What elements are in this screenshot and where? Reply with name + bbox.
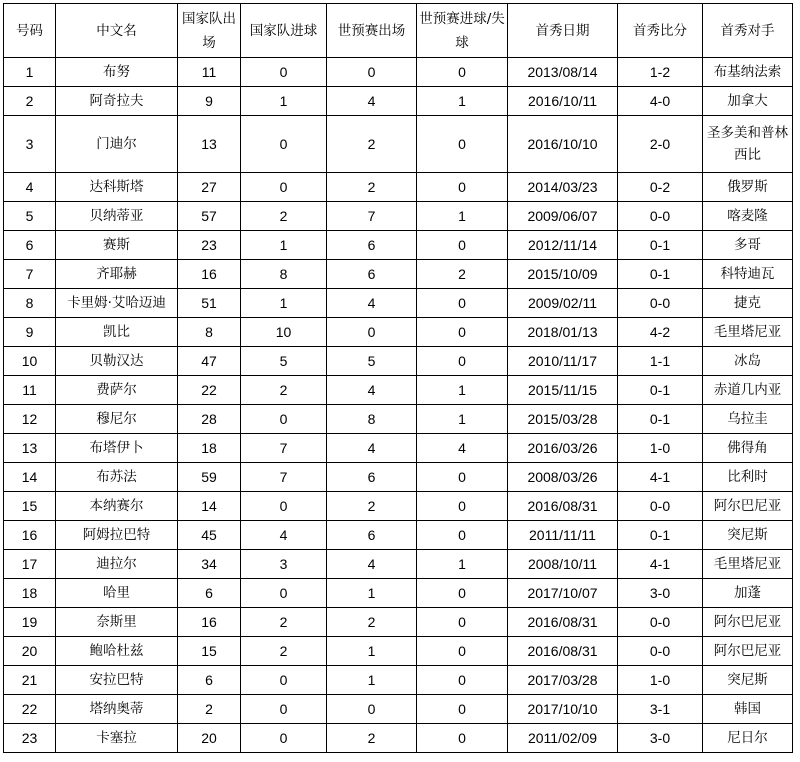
goals: 2 [241, 376, 327, 405]
debut-opponent: 俄罗斯 [703, 173, 793, 202]
wcq-caps: 4 [327, 550, 417, 579]
wcq-goals: 1 [417, 550, 508, 579]
player-name: 布努 [56, 58, 178, 87]
debut-date: 2015/11/15 [508, 376, 618, 405]
table-row [4, 376, 793, 405]
debut-opponent: 加拿大 [703, 87, 793, 116]
player-name: 贝纳蒂亚 [56, 202, 178, 231]
table-row [4, 116, 793, 173]
debut-score: 1-0 [618, 434, 703, 463]
player-name: 塔纳奥蒂 [56, 695, 178, 724]
player-number: 3 [4, 116, 56, 173]
wcq-caps: 0 [327, 58, 417, 87]
wcq-caps: 6 [327, 463, 417, 492]
debut-date: 2015/10/09 [508, 260, 618, 289]
goals: 0 [241, 116, 327, 173]
caps: 2 [178, 695, 241, 724]
wcq-caps: 1 [327, 637, 417, 666]
roster-table [3, 3, 793, 753]
player-name: 布塔伊卜 [56, 434, 178, 463]
wcq-goals: 0 [417, 231, 508, 260]
caps: 47 [178, 347, 241, 376]
wcq-caps: 2 [327, 492, 417, 521]
goals: 0 [241, 492, 327, 521]
debut-date: 2017/03/28 [508, 666, 618, 695]
debut-date: 2010/11/17 [508, 347, 618, 376]
player-number: 2 [4, 87, 56, 116]
caps: 22 [178, 376, 241, 405]
caps: 59 [178, 463, 241, 492]
debut-date: 2016/10/10 [508, 116, 618, 173]
caps: 9 [178, 87, 241, 116]
wcq-goals: 0 [417, 116, 508, 173]
goals: 5 [241, 347, 327, 376]
debut-opponent: 比利时 [703, 463, 793, 492]
player-number: 19 [4, 608, 56, 637]
debut-opponent: 突尼斯 [703, 666, 793, 695]
debut-score: 1-2 [618, 58, 703, 87]
wcq-goals: 0 [417, 347, 508, 376]
caps: 27 [178, 173, 241, 202]
goals: 0 [241, 58, 327, 87]
wcq-caps: 2 [327, 116, 417, 173]
debut-opponent: 捷克 [703, 289, 793, 318]
debut-score: 0-0 [618, 202, 703, 231]
debut-opponent: 佛得角 [703, 434, 793, 463]
player-number: 22 [4, 695, 56, 724]
debut-score: 2-0 [618, 116, 703, 173]
wcq-goals: 2 [417, 260, 508, 289]
player-number: 14 [4, 463, 56, 492]
player-name: 凯比 [56, 318, 178, 347]
wcq-goals: 1 [417, 405, 508, 434]
table-row [4, 637, 793, 666]
debut-opponent: 布基纳法索 [703, 58, 793, 87]
wcq-caps: 6 [327, 521, 417, 550]
header-debut-score: 首秀比分 [618, 4, 703, 58]
debut-score: 0-0 [618, 608, 703, 637]
debut-opponent: 毛里塔尼亚 [703, 550, 793, 579]
player-name: 鲍哈杜兹 [56, 637, 178, 666]
caps: 51 [178, 289, 241, 318]
table-row [4, 434, 793, 463]
caps: 6 [178, 666, 241, 695]
caps: 15 [178, 637, 241, 666]
wcq-caps: 0 [327, 695, 417, 724]
goals: 3 [241, 550, 327, 579]
debut-date: 2018/01/13 [508, 318, 618, 347]
player-number: 17 [4, 550, 56, 579]
goals: 2 [241, 202, 327, 231]
debut-score: 3-1 [618, 695, 703, 724]
wcq-goals: 0 [417, 579, 508, 608]
wcq-goals: 0 [417, 521, 508, 550]
goals: 0 [241, 405, 327, 434]
player-number: 9 [4, 318, 56, 347]
wcq-goals: 1 [417, 202, 508, 231]
debut-opponent: 突尼斯 [703, 521, 793, 550]
wcq-goals: 1 [417, 87, 508, 116]
wcq-caps: 2 [327, 608, 417, 637]
player-name: 迪拉尔 [56, 550, 178, 579]
player-number: 23 [4, 724, 56, 753]
table-row [4, 231, 793, 260]
debut-score: 4-0 [618, 87, 703, 116]
wcq-goals: 0 [417, 724, 508, 753]
wcq-caps: 8 [327, 405, 417, 434]
debut-opponent: 阿尔巴尼亚 [703, 608, 793, 637]
header-goals: 国家队进球 [241, 4, 327, 58]
table-body [4, 58, 793, 753]
goals: 7 [241, 463, 327, 492]
debut-date: 2009/06/07 [508, 202, 618, 231]
debut-opponent: 韩国 [703, 695, 793, 724]
wcq-caps: 2 [327, 724, 417, 753]
caps: 34 [178, 550, 241, 579]
debut-date: 2016/10/11 [508, 87, 618, 116]
debut-score: 1-1 [618, 347, 703, 376]
wcq-goals: 1 [417, 376, 508, 405]
debut-opponent: 乌拉圭 [703, 405, 793, 434]
debut-score: 0-1 [618, 521, 703, 550]
debut-score: 0-1 [618, 405, 703, 434]
caps: 6 [178, 579, 241, 608]
table-row [4, 463, 793, 492]
table-row [4, 405, 793, 434]
debut-date: 2008/10/11 [508, 550, 618, 579]
caps: 8 [178, 318, 241, 347]
debut-score: 0-1 [618, 231, 703, 260]
wcq-caps: 6 [327, 260, 417, 289]
caps: 18 [178, 434, 241, 463]
wcq-goals: 0 [417, 492, 508, 521]
header-chinese-name: 中文名 [56, 4, 178, 58]
wcq-goals: 0 [417, 608, 508, 637]
table-row [4, 579, 793, 608]
debut-opponent: 加蓬 [703, 579, 793, 608]
debut-opponent: 尼日尔 [703, 724, 793, 753]
debut-date: 2016/08/31 [508, 608, 618, 637]
debut-score: 3-0 [618, 724, 703, 753]
table-row [4, 608, 793, 637]
player-number: 5 [4, 202, 56, 231]
header-number: 号码 [4, 4, 56, 58]
caps: 11 [178, 58, 241, 87]
debut-opponent: 冰岛 [703, 347, 793, 376]
player-name: 安拉巴特 [56, 666, 178, 695]
table-row [4, 260, 793, 289]
player-name: 赛斯 [56, 231, 178, 260]
wcq-goals: 0 [417, 463, 508, 492]
player-number: 15 [4, 492, 56, 521]
table-row [4, 173, 793, 202]
goals: 0 [241, 579, 327, 608]
wcq-goals: 0 [417, 666, 508, 695]
caps: 16 [178, 608, 241, 637]
player-name: 布苏法 [56, 463, 178, 492]
wcq-goals: 0 [417, 695, 508, 724]
debut-opponent: 赤道几内亚 [703, 376, 793, 405]
table-row [4, 347, 793, 376]
table-row [4, 695, 793, 724]
debut-score: 0-0 [618, 289, 703, 318]
debut-score: 0-1 [618, 260, 703, 289]
player-name: 穆尼尔 [56, 405, 178, 434]
wcq-caps: 1 [327, 579, 417, 608]
debut-opponent: 毛里塔尼亚 [703, 318, 793, 347]
player-number: 10 [4, 347, 56, 376]
player-name: 费萨尔 [56, 376, 178, 405]
wcq-caps: 7 [327, 202, 417, 231]
player-number: 4 [4, 173, 56, 202]
goals: 2 [241, 608, 327, 637]
player-number: 1 [4, 58, 56, 87]
debut-score: 1-0 [618, 666, 703, 695]
wcq-caps: 6 [327, 231, 417, 260]
player-name: 卡里姆·艾哈迈迪 [56, 289, 178, 318]
player-name: 达科斯塔 [56, 173, 178, 202]
debut-date: 2015/03/28 [508, 405, 618, 434]
player-number: 12 [4, 405, 56, 434]
player-number: 6 [4, 231, 56, 260]
debut-score: 0-2 [618, 173, 703, 202]
table-row [4, 87, 793, 116]
debut-opponent: 多哥 [703, 231, 793, 260]
debut-date: 2017/10/07 [508, 579, 618, 608]
player-name: 阿奇拉夫 [56, 87, 178, 116]
debut-date: 2009/02/11 [508, 289, 618, 318]
debut-score: 3-0 [618, 579, 703, 608]
wcq-goals: 0 [417, 289, 508, 318]
table-row [4, 58, 793, 87]
wcq-goals: 0 [417, 637, 508, 666]
debut-score: 4-1 [618, 463, 703, 492]
player-number: 13 [4, 434, 56, 463]
debut-score: 4-1 [618, 550, 703, 579]
player-number: 21 [4, 666, 56, 695]
goals: 10 [241, 318, 327, 347]
goals: 1 [241, 231, 327, 260]
wcq-caps: 4 [327, 434, 417, 463]
wcq-caps: 5 [327, 347, 417, 376]
table-row [4, 666, 793, 695]
player-number: 8 [4, 289, 56, 318]
wcq-caps: 4 [327, 289, 417, 318]
caps: 45 [178, 521, 241, 550]
wcq-caps: 4 [327, 87, 417, 116]
player-number: 7 [4, 260, 56, 289]
wcq-goals: 0 [417, 318, 508, 347]
table-row [4, 521, 793, 550]
wcq-goals: 4 [417, 434, 508, 463]
debut-score: 0-0 [618, 492, 703, 521]
debut-score: 0-1 [618, 376, 703, 405]
debut-opponent: 科特迪瓦 [703, 260, 793, 289]
debut-score: 0-0 [618, 637, 703, 666]
debut-date: 2013/08/14 [508, 58, 618, 87]
header-caps: 国家队出场 [178, 4, 241, 58]
player-name: 本纳赛尔 [56, 492, 178, 521]
debut-opponent: 圣多美和普林西比 [703, 116, 793, 173]
table-row [4, 724, 793, 753]
table-header [4, 4, 793, 58]
debut-date: 2008/03/26 [508, 463, 618, 492]
goals: 1 [241, 87, 327, 116]
player-name: 卡塞拉 [56, 724, 178, 753]
header-debut-date: 首秀日期 [508, 4, 618, 58]
caps: 57 [178, 202, 241, 231]
debut-opponent: 阿尔巴尼亚 [703, 492, 793, 521]
goals: 0 [241, 724, 327, 753]
table-row [4, 202, 793, 231]
debut-date: 2017/10/10 [508, 695, 618, 724]
caps: 23 [178, 231, 241, 260]
caps: 14 [178, 492, 241, 521]
player-name: 奈斯里 [56, 608, 178, 637]
debut-date: 2012/11/14 [508, 231, 618, 260]
wcq-caps: 2 [327, 173, 417, 202]
goals: 0 [241, 695, 327, 724]
debut-date: 2014/03/23 [508, 173, 618, 202]
debut-date: 2011/02/09 [508, 724, 618, 753]
wcq-goals: 0 [417, 58, 508, 87]
goals: 7 [241, 434, 327, 463]
debut-date: 2016/08/31 [508, 637, 618, 666]
player-number: 16 [4, 521, 56, 550]
caps: 16 [178, 260, 241, 289]
debut-score: 4-2 [618, 318, 703, 347]
goals: 8 [241, 260, 327, 289]
table-row [4, 492, 793, 521]
goals: 4 [241, 521, 327, 550]
player-name: 贝勒汉达 [56, 347, 178, 376]
table-row [4, 318, 793, 347]
wcq-caps: 4 [327, 376, 417, 405]
goals: 1 [241, 289, 327, 318]
player-name: 哈里 [56, 579, 178, 608]
wcq-goals: 0 [417, 173, 508, 202]
wcq-caps: 0 [327, 318, 417, 347]
goals: 2 [241, 637, 327, 666]
header-debut-opponent: 首秀对手 [703, 4, 793, 58]
goals: 0 [241, 666, 327, 695]
player-number: 11 [4, 376, 56, 405]
caps: 13 [178, 116, 241, 173]
debut-date: 2016/08/31 [508, 492, 618, 521]
player-name: 阿姆拉巴特 [56, 521, 178, 550]
debut-opponent: 阿尔巴尼亚 [703, 637, 793, 666]
wcq-caps: 1 [327, 666, 417, 695]
table-row [4, 289, 793, 318]
debut-date: 2011/11/11 [508, 521, 618, 550]
player-name: 门迪尔 [56, 116, 178, 173]
header-wcq-caps: 世预赛出场 [327, 4, 417, 58]
caps: 28 [178, 405, 241, 434]
player-number: 18 [4, 579, 56, 608]
player-number: 20 [4, 637, 56, 666]
debut-opponent: 喀麦隆 [703, 202, 793, 231]
player-name: 齐耶赫 [56, 260, 178, 289]
header-wcq-goals: 世预赛进球/失球 [417, 4, 508, 58]
caps: 20 [178, 724, 241, 753]
header-row [4, 4, 793, 58]
table-row [4, 550, 793, 579]
goals: 0 [241, 173, 327, 202]
debut-date: 2016/03/26 [508, 434, 618, 463]
